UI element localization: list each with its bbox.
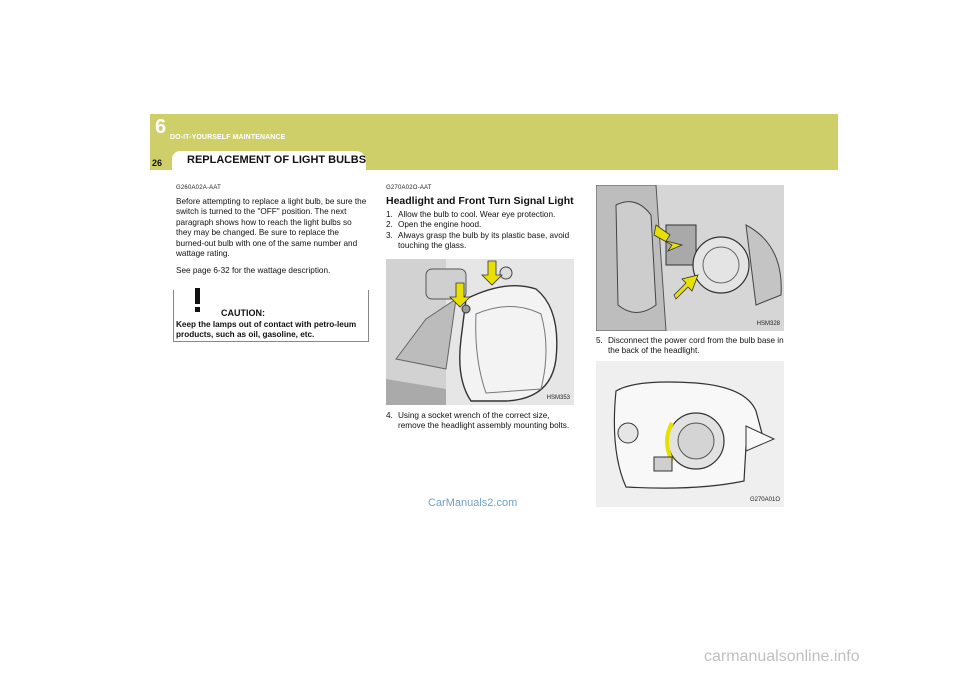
- figure-engine-bay: [596, 185, 784, 331]
- headlight-code: G270A02O-AAT: [386, 185, 432, 191]
- headlight-heading: Headlight and Front Turn Signal Light: [386, 195, 574, 207]
- list-item: 2. Open the engine hood.: [386, 220, 482, 230]
- list-item: 3. Always grasp the bulb by its plastic base, avoid touching the glass.: [386, 230, 570, 251]
- headlight-rear-illustration: [596, 361, 784, 507]
- step-text: Using a socket wrench of the correct size, remove the headlight assembly mounting bolts.: [398, 411, 570, 431]
- caution-title: CAUTION:: [221, 308, 265, 318]
- intro-column: [176, 185, 368, 284]
- caution-text: Keep the lamps out of contact with petro-leum products, such as oil, gasoline, etc.: [176, 320, 357, 340]
- intro-code: G260A02A-AAT: [176, 185, 221, 191]
- step-number: 5.: [596, 336, 603, 345]
- section-title: REPLACEMENT OF LIGHT BULBS: [187, 154, 367, 166]
- warning-icon: [183, 284, 213, 314]
- chapter-number: 6: [155, 116, 167, 138]
- figure-label: G270A01O: [749, 497, 780, 503]
- step-list: [386, 210, 576, 252]
- chapter-title: DO-IT-YOURSELF MAINTENANCE: [170, 134, 286, 141]
- step-text: Disconnect the power cord from the bulb base in the back of the headlight.: [608, 336, 784, 356]
- engine-bay-illustration: [596, 185, 784, 331]
- figure-label: HSM328: [756, 321, 780, 327]
- figure-headlight-rear: [596, 361, 784, 507]
- figure-label: HSM353: [546, 395, 570, 401]
- step-number: 4.: [386, 411, 393, 420]
- intro-paragraph-2: See page 6-32 for the wattage description.: [176, 266, 331, 276]
- headlight-column: [386, 185, 576, 252]
- intro-paragraph-1: Before attempting to replace a light bulb, be sure the switch is turned to the "OFF" position. The next paragraph shows how to reach the light bulbs so they may be changed. Be sure to replace the burned-out bulb with one of the same number and wattage rating.: [176, 197, 367, 259]
- footer-watermark: carmanualsonline.info: [704, 648, 860, 665]
- step-4: [386, 411, 576, 432]
- list-item: 1. Allow the bulb to cool. Wear eye protection.: [386, 210, 556, 219]
- page-number: 26: [152, 158, 163, 168]
- headlight-assembly-illustration: [386, 259, 574, 405]
- watermark-link[interactable]: CarManuals2.com: [428, 497, 518, 509]
- step-5: [596, 336, 786, 357]
- figure-headlight-assembly: [386, 259, 574, 405]
